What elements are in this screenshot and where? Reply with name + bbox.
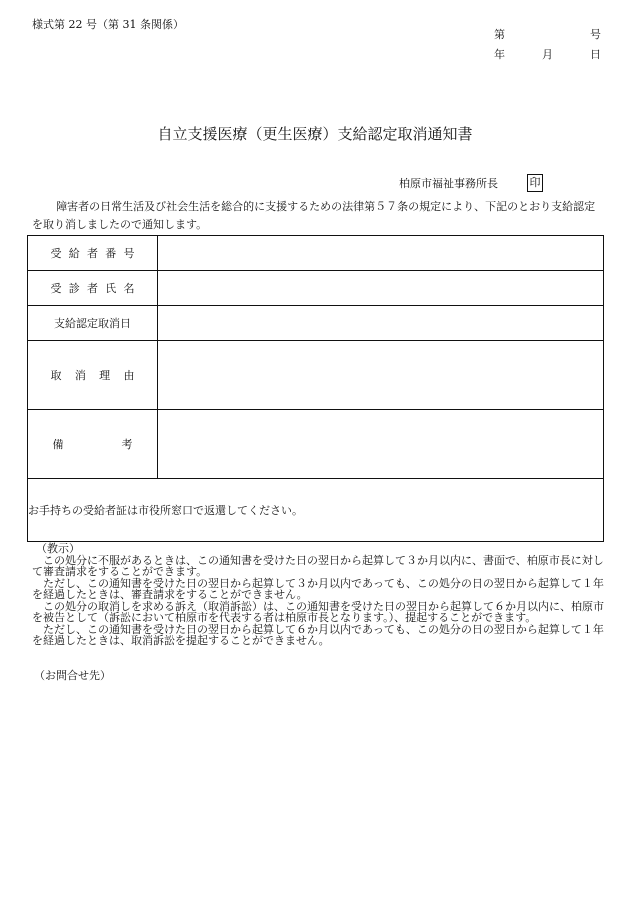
patient-name-field: [158, 271, 604, 306]
form-number: 様式第 22 号（第 31 条関係）: [32, 18, 184, 31]
table-row: [28, 271, 604, 306]
table-row: [28, 341, 604, 410]
seal-box: 印: [527, 174, 543, 192]
patient-name-label: 受診者氏名: [28, 271, 158, 306]
instructions-paragraph: この処分の取消しを求める訴え（取消訴訟）は、この通知書を受けた日の翌日から起算して６か月以内に、柏原市を被告として（訴訟において柏原市を代表する者は柏原市長となります。）、提起することができます。: [32, 599, 604, 624]
recipient-number-field: [158, 236, 604, 271]
contact-label: （お問合せ先）: [34, 669, 111, 682]
instructions-heading: （教示）: [36, 542, 80, 555]
table-row: [28, 479, 604, 542]
table-row: [28, 236, 604, 271]
notice-table: [27, 235, 604, 542]
instructions-paragraph: ただし、この通知書を受けた日の翌日から起算して３か月以内であっても、この処分の日の翌日から起算して１年を経過したときは、審査請求をすることができません。: [32, 576, 604, 601]
intro-text: 障害者の日常生活及び社会生活を総合的に支援するための法律第５７条の規定により、下記のとおり支給認定を取り消しましたので通知します。: [32, 200, 596, 231]
instructions-paragraph: この処分に不服があるときは、この通知書を受けた日の翌日から起算して３か月以内に、書面で、柏原市長に対して審査請求をすることができます。: [32, 553, 604, 578]
remarks-field: [158, 410, 604, 479]
issuer-name: 柏原市福祉事務所長: [399, 177, 498, 190]
date-month-label: 月: [542, 48, 553, 61]
remarks-label: 備考: [28, 410, 158, 479]
document-number-suffix: 号: [590, 28, 601, 41]
document-title: 自立支援医療（更生医療）支給認定取消通知書: [157, 125, 473, 143]
revocation-date-field: [158, 306, 604, 341]
revocation-date-label: 支給認定取消日: [28, 306, 158, 341]
instructions-section: [32, 543, 604, 647]
date-year-label: 年: [494, 48, 505, 61]
table-row: [28, 306, 604, 341]
revocation-reason-label: 取消理由: [28, 341, 158, 410]
table-row: [28, 410, 604, 479]
recipient-number-label: 受給者番号: [28, 236, 158, 271]
instructions-paragraph: ただし、この通知書を受けた日の翌日から起算して６か月以内であっても、この処分の日の翌日から起算して１年を経過したときは、取消訴訟を提起することができません。: [32, 622, 604, 647]
revocation-reason-field: [158, 341, 604, 410]
document-number-label: 第: [494, 28, 505, 41]
date-day-label: 日: [590, 48, 601, 61]
return-card-note: お手持ちの受給者証は市役所窓口で返還してください。: [28, 479, 604, 542]
